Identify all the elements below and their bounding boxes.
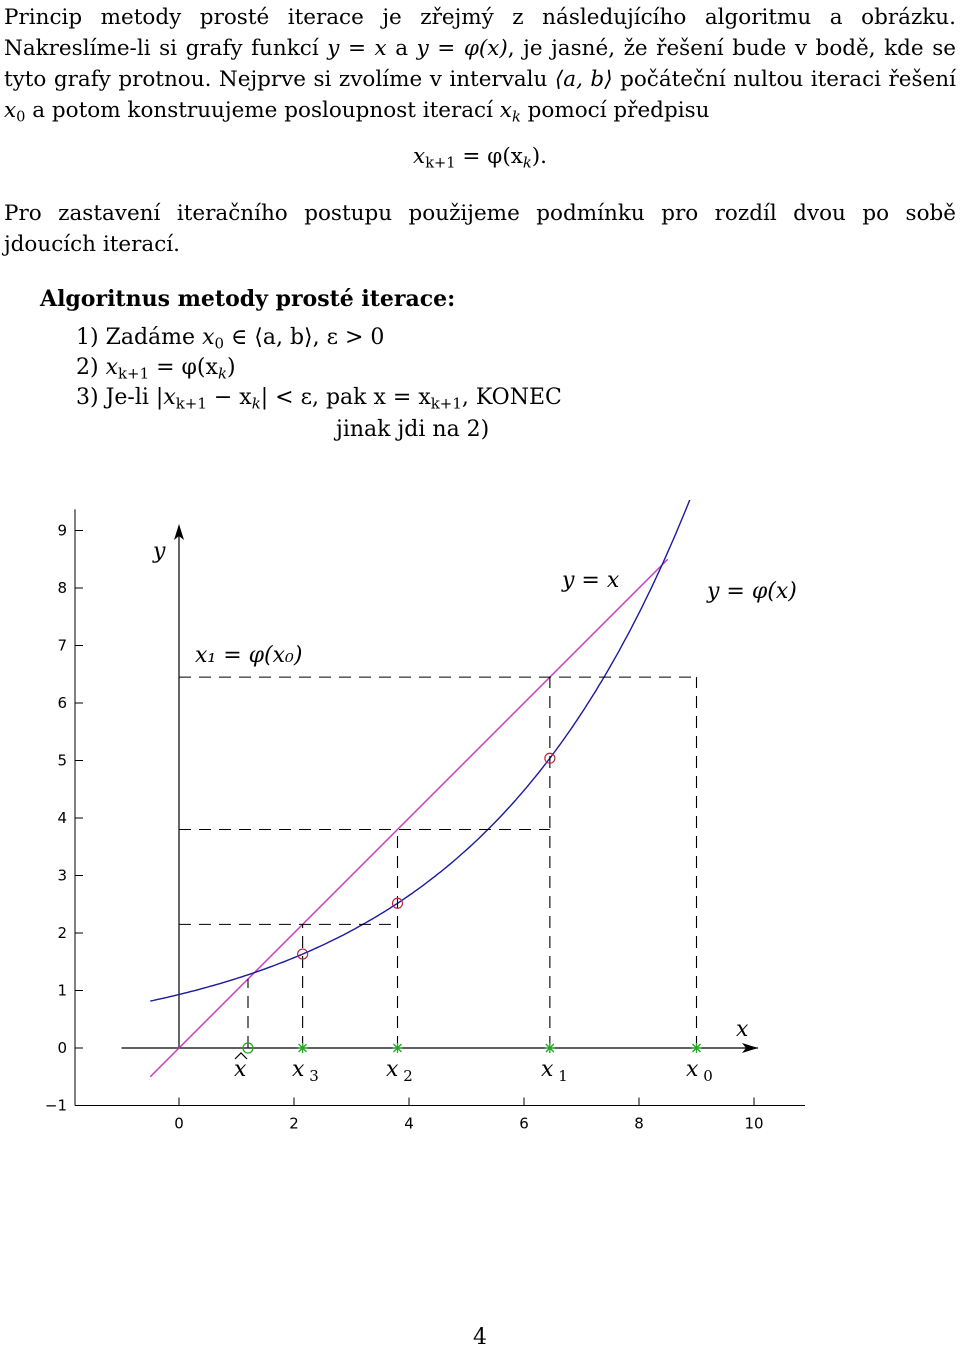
iteration-formula: $x_{k+1} = \varphi(x_k)$. xyxy=(413,144,547,172)
label-x-hat: x xyxy=(234,1057,247,1082)
label-x3: x $_3$ xyxy=(292,1057,319,1085)
iterate-star xyxy=(393,1043,403,1053)
y-tick-label: 1 xyxy=(57,981,67,1000)
x-tick-label: 2 xyxy=(289,1114,299,1133)
intro-paragraph: Princip metody prosté iterace je zřejmý z následujícího algoritmu a obrázku. Nakreslíme-li si grafy funkcí y = x a y = φ(x), je jasné, že řešení bude v bodě, kde se tyto grafy protnou. Nejprve si zvolíme v intervalu ⟨a, b⟩ počáteční nultou iteraci řešení $x_0$ a potom konstruujeme posloupnost iterací $x_k$ pomocí předpisu xyxy=(4,5,956,126)
algorithm-title: Algoritnus metody prosté iterace: xyxy=(40,286,456,312)
iterate-star xyxy=(545,1043,555,1053)
label-x0: x $_0$ xyxy=(686,1057,713,1085)
algorithm-step-2: 2) $x_{k+1} = \varphi(x_k)$ xyxy=(76,355,236,383)
y-tick-label: 6 xyxy=(57,694,67,712)
x-tick-label: 10 xyxy=(744,1114,764,1133)
page-number: 4 xyxy=(473,1325,487,1350)
y-axis-label: y xyxy=(153,539,166,564)
stop-condition-paragraph: Pro zastavení iteračního postupu použijeme podmínku pro rozdíl dvou po sobě jdoucích iterací. xyxy=(4,201,956,257)
x-tick-label: 4 xyxy=(404,1114,414,1133)
y-tick-label: −1 xyxy=(44,1096,67,1115)
algorithm-step-3: 3) Je-li $|x_{k+1} - x_k| < \varepsilon$, pak $x = x_{k+1}$, KONEC xyxy=(76,385,562,413)
label-x1: x $_1$ xyxy=(541,1057,568,1085)
y-tick-label: 0 xyxy=(57,1039,67,1057)
x-tick-label: 0 xyxy=(174,1114,184,1133)
y-tick-label: 3 xyxy=(57,866,67,885)
phi-label: y = φ(x) xyxy=(707,579,797,604)
x-tick-label: 6 xyxy=(519,1114,529,1133)
y-tick-label: 8 xyxy=(57,579,67,597)
identity-label: y = x xyxy=(562,568,620,593)
y-tick-label: 7 xyxy=(57,636,67,655)
iteration-chart xyxy=(0,500,960,1140)
y-tick-label: 5 xyxy=(57,751,67,770)
algorithm-step-1: 1) Zadáme $x_0$ ∈ ⟨a, b⟩, ε > 0 xyxy=(76,325,385,353)
y-tick-label: 2 xyxy=(57,924,67,942)
label-x2: x $_2$ xyxy=(386,1057,413,1085)
algorithm-step-3-else: jinak jdi na 2) xyxy=(336,417,490,442)
iterate-star xyxy=(692,1043,702,1053)
identity-line xyxy=(150,559,668,1077)
y-tick-label: 9 xyxy=(57,521,67,540)
first-step-label: x₁ = φ(x₀) xyxy=(195,643,303,668)
x-tick-label: 8 xyxy=(634,1114,644,1133)
y-tick-label: 4 xyxy=(57,809,67,827)
x-axis-label: x xyxy=(736,1017,749,1042)
iterate-star xyxy=(298,1043,308,1053)
